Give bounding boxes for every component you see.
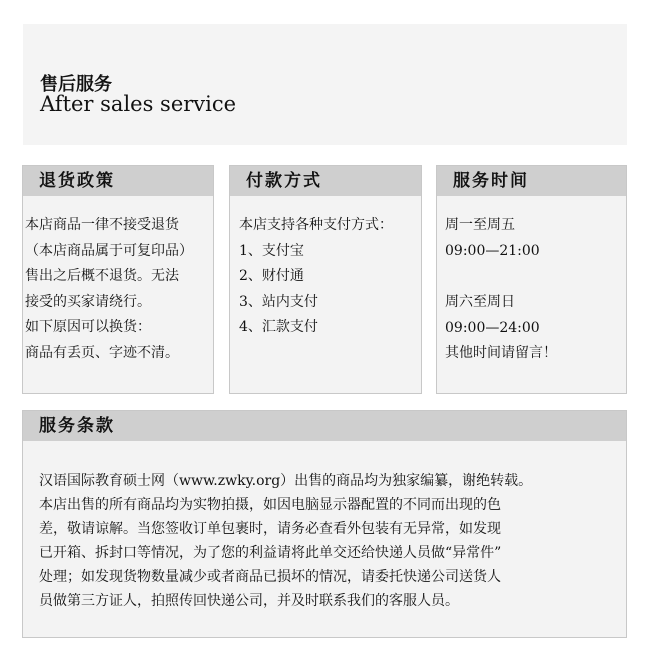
returns-line: 售出之后概不退货。无法 [25, 268, 179, 284]
header-title-cn: 售后服务 [40, 74, 112, 95]
service-hours-title: 服务时间 [437, 166, 626, 196]
weekday-label: 周一至周五 [445, 217, 515, 233]
returns-line: （本店商品属于可复印品） [25, 242, 193, 259]
payment-methods-title: 付款方式 [230, 166, 421, 196]
payment-line: 3、站内支付 [239, 293, 318, 310]
returns-line: 商品有丢页、字迹不清。 [25, 344, 179, 361]
other-hours-note: 其他时间请留言！ [445, 345, 557, 361]
payment-methods-body [239, 213, 393, 341]
returns-line: 如下原因可以换货： [25, 319, 151, 335]
service-hours-body [445, 213, 557, 367]
payment-line: 4、汇款支付 [239, 319, 318, 335]
terms-line: 汉语国际教育硕士网（www.zwky.org）出售的商品均为独家编纂，谢绝转载。 [39, 473, 533, 489]
service-terms-title: 服务条款 [23, 411, 626, 441]
service-hours-panel [436, 165, 627, 394]
terms-line: 本店出售的所有商品均为实物拍摄，如因电脑显示器配置的不同而出现的色 [39, 497, 501, 513]
terms-line: 已开箱、拆封口等情况，为了您的利益请将此单交还给快递人员做“异常件” [39, 545, 502, 561]
returns-policy-body [25, 213, 193, 366]
terms-line: 员做第三方证人，拍照传回快递公司，并及时联系我们的客服人员。 [39, 593, 459, 609]
returns-policy-title: 退货政策 [23, 166, 213, 196]
header-title-en: After sales service [40, 92, 237, 116]
weekday-time: 09:00—21:00 [445, 242, 540, 259]
returns-policy-panel [22, 165, 214, 394]
service-terms-panel [22, 410, 627, 638]
payment-line: 1、支付宝 [239, 242, 304, 259]
payment-line: 本店支持各种支付方式： [239, 217, 393, 233]
weekend-time: 09:00—24:00 [445, 319, 540, 336]
payment-line: 2、财付通 [239, 268, 304, 284]
weekend-label: 周六至周日 [445, 294, 515, 310]
header-banner [23, 24, 627, 145]
returns-line: 接受的买家请绕行。 [25, 293, 151, 310]
payment-methods-panel [229, 165, 422, 394]
service-terms-body [39, 469, 532, 613]
terms-line: 差，敬请谅解。当您签收订单包裹时，请务必查看外包装有无异常，如发现 [39, 521, 501, 537]
returns-line: 本店商品一律不接受退货 [25, 217, 179, 233]
terms-line: 处理；如发现货物数量减少或者商品已损坏的情况，请委托快递公司送货人 [39, 569, 501, 585]
